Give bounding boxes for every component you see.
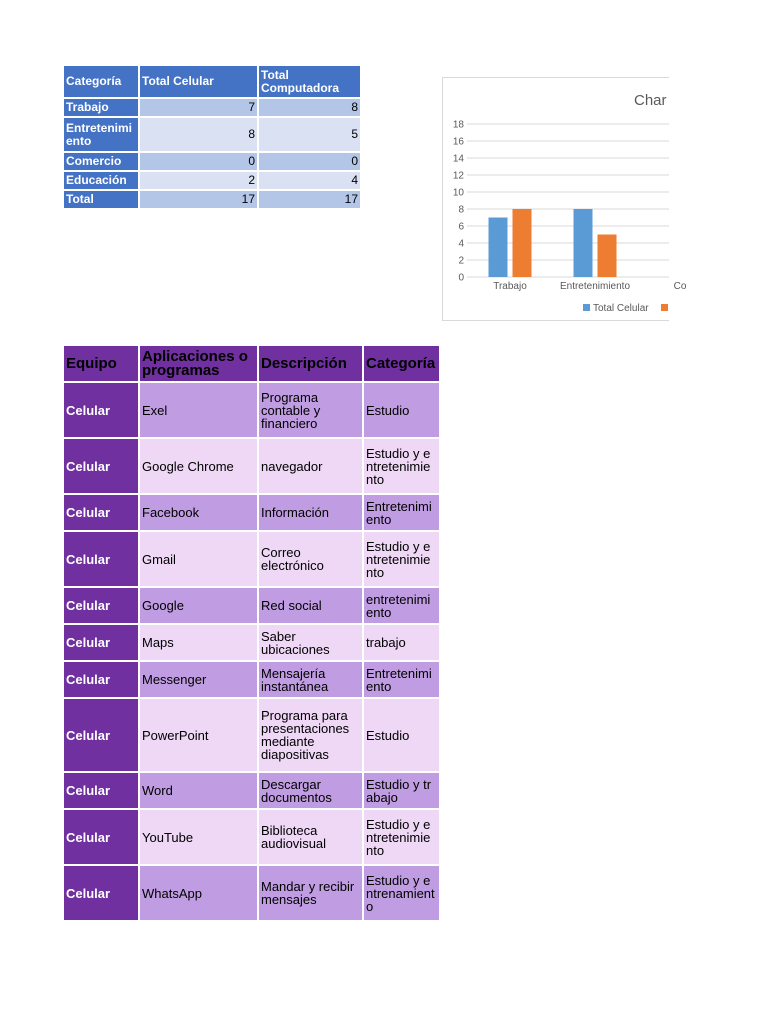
- apps-cell-app[interactable]: Google Chrome: [140, 439, 257, 493]
- summary-total-row: [64, 191, 360, 208]
- summary-cell-computadora[interactable]: 4: [259, 172, 360, 189]
- apps-row: [64, 662, 439, 697]
- summary-cell-computadora[interactable]: 0: [259, 153, 360, 170]
- summary-header-row: [64, 66, 360, 97]
- apps-header-categoria[interactable]: Categoría: [364, 346, 439, 381]
- apps-cell-app[interactable]: PowerPoint: [140, 699, 257, 771]
- apps-cell-categoria[interactable]: Entretenimiento: [364, 662, 439, 697]
- apps-cell-equipo[interactable]: Celular: [64, 699, 138, 771]
- apps-cell-categoria[interactable]: Estudio: [364, 699, 439, 771]
- summary-cell-computadora[interactable]: 5: [259, 118, 360, 151]
- chart-y-tick-label: 18: [452, 119, 464, 131]
- chart-legend-swatch: [661, 304, 668, 311]
- apps-cell-categoria[interactable]: Estudio y entrenamiento: [364, 866, 439, 920]
- chart-bar-total-celular: [489, 218, 508, 278]
- apps-row: [64, 773, 439, 808]
- apps-cell-categoria[interactable]: trabajo: [364, 625, 439, 660]
- apps-cell-equipo[interactable]: Celular: [64, 495, 138, 530]
- apps-cell-categoria[interactable]: Estudio y entretenimiento: [364, 439, 439, 493]
- apps-cell-categoria[interactable]: Entretenimiento: [364, 495, 439, 530]
- apps-row: [64, 866, 439, 920]
- apps-cell-app[interactable]: Exel: [140, 383, 257, 437]
- apps-cell-equipo[interactable]: Celular: [64, 625, 138, 660]
- apps-cell-equipo[interactable]: Celular: [64, 810, 138, 864]
- summary-cell-label[interactable]: Educación: [64, 172, 138, 189]
- summary-cell-celular[interactable]: 8: [140, 118, 257, 151]
- chart-y-tick-label: 4: [458, 238, 464, 250]
- chart-y-tick-label: 12: [452, 170, 464, 182]
- apps-cell-app[interactable]: Word: [140, 773, 257, 808]
- apps-cell-categoria[interactable]: Estudio y entretenimiento: [364, 810, 439, 864]
- chart-x-tick-label: Trabajo: [493, 281, 527, 292]
- apps-cell-descripcion[interactable]: Programa contable y financiero: [259, 383, 362, 437]
- chart-bar-total-celular: [574, 209, 593, 277]
- chart-x-tick-label: Co: [673, 281, 687, 292]
- apps-cell-descripcion[interactable]: Programa para presentaciones mediante diapositivas: [259, 699, 362, 771]
- apps-cell-descripcion[interactable]: navegador: [259, 439, 362, 493]
- chart-legend-label: Total Celular: [593, 303, 649, 314]
- apps-header-aplicaciones[interactable]: Aplicaciones o programas: [140, 346, 257, 381]
- summary-row: [64, 118, 360, 151]
- apps-cell-equipo[interactable]: Celular: [64, 439, 138, 493]
- summary-row: [64, 153, 360, 170]
- summary-cell-label[interactable]: Entretenimiento: [64, 118, 138, 151]
- apps-header-equipo[interactable]: Equipo: [64, 346, 138, 381]
- summary-cell-label[interactable]: Trabajo: [64, 99, 138, 116]
- chart-y-tick-label: 6: [458, 221, 464, 233]
- apps-cell-categoria[interactable]: Estudio y entretenimiento: [364, 532, 439, 586]
- chart-bar-total-computadora: [513, 209, 532, 277]
- apps-cell-equipo[interactable]: Celular: [64, 662, 138, 697]
- apps-cell-descripcion[interactable]: Mensajería instantánea: [259, 662, 362, 697]
- chart-bar-total-computadora: [598, 235, 617, 278]
- apps-cell-descripcion[interactable]: Descargar documentos: [259, 773, 362, 808]
- apps-row: [64, 810, 439, 864]
- chart-y-tick-label: 16: [452, 136, 464, 148]
- summary-row: [64, 172, 360, 189]
- summary-row: [64, 99, 360, 116]
- apps-row: [64, 588, 439, 623]
- summary-table: [62, 64, 362, 210]
- apps-cell-categoria[interactable]: entretenimiento: [364, 588, 439, 623]
- apps-cell-app[interactable]: YouTube: [140, 810, 257, 864]
- apps-cell-descripcion[interactable]: Saber ubicaciones: [259, 625, 362, 660]
- summary-header-categoria[interactable]: Categoría: [64, 66, 138, 97]
- apps-row: [64, 495, 439, 530]
- chart-y-tick-label: 10: [452, 187, 464, 199]
- summary-cell-computadora[interactable]: 8: [259, 99, 360, 116]
- chart-y-tick-label: 8: [458, 204, 464, 216]
- apps-cell-descripcion[interactable]: Biblioteca audiovisual: [259, 810, 362, 864]
- apps-row: [64, 699, 439, 771]
- apps-header-row: [64, 346, 439, 381]
- apps-cell-descripcion[interactable]: Red social: [259, 588, 362, 623]
- apps-cell-app[interactable]: Maps: [140, 625, 257, 660]
- chart-title: Char: [634, 92, 667, 109]
- apps-cell-app[interactable]: Messenger: [140, 662, 257, 697]
- apps-cell-app[interactable]: Google: [140, 588, 257, 623]
- apps-cell-categoria[interactable]: Estudio y trabajo: [364, 773, 439, 808]
- chart-legend-swatch: [583, 304, 590, 311]
- summary-cell-label[interactable]: Total: [64, 191, 138, 208]
- apps-row: [64, 383, 439, 437]
- chart-y-tick-label: 2: [458, 255, 464, 267]
- apps-header-descripcion[interactable]: Descripción: [259, 346, 362, 381]
- summary-cell-celular[interactable]: 7: [140, 99, 257, 116]
- chart-y-tick-label: 0: [458, 272, 464, 284]
- bar-chart[interactable]: [442, 77, 687, 321]
- apps-cell-categoria[interactable]: Estudio: [364, 383, 439, 437]
- summary-cell-celular[interactable]: 2: [140, 172, 257, 189]
- summary-cell-celular[interactable]: 17: [140, 191, 257, 208]
- chart-y-tick-label: 14: [452, 153, 464, 165]
- apps-cell-app[interactable]: Facebook: [140, 495, 257, 530]
- apps-row: [64, 532, 439, 586]
- summary-cell-celular[interactable]: 0: [140, 153, 257, 170]
- apps-cell-descripcion[interactable]: Información: [259, 495, 362, 530]
- apps-cell-descripcion[interactable]: Mandar y recibir mensajes: [259, 866, 362, 920]
- apps-row: [64, 625, 439, 660]
- summary-cell-label[interactable]: Comercio: [64, 153, 138, 170]
- apps-cell-app[interactable]: WhatsApp: [140, 866, 257, 920]
- apps-cell-descripcion[interactable]: Correo electrónico: [259, 532, 362, 586]
- apps-table: [62, 344, 441, 922]
- apps-cell-equipo[interactable]: Celular: [64, 773, 138, 808]
- apps-cell-equipo[interactable]: Celular: [64, 866, 138, 920]
- apps-cell-app[interactable]: Gmail: [140, 532, 257, 586]
- summary-header-total-computadora[interactable]: Total Computadora: [259, 66, 360, 97]
- apps-cell-equipo[interactable]: Celular: [64, 383, 138, 437]
- apps-cell-equipo[interactable]: Celular: [64, 532, 138, 586]
- chart-x-tick-label: Entretenimiento: [559, 281, 631, 292]
- apps-cell-equipo[interactable]: Celular: [64, 588, 138, 623]
- summary-cell-computadora[interactable]: 17: [259, 191, 360, 208]
- chart-canvas: [443, 78, 687, 320]
- apps-row: [64, 439, 439, 493]
- summary-header-total-celular[interactable]: Total Celular: [140, 66, 257, 97]
